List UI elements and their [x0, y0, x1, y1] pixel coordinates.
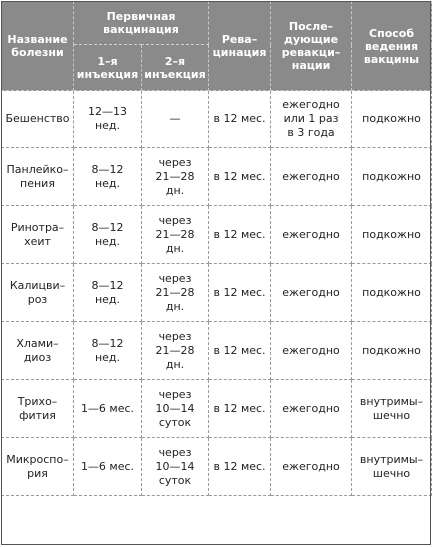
- cell-first-injection: 8—12 нед.: [74, 264, 142, 322]
- cell-second-injection: через 21—28 дн.: [142, 148, 209, 206]
- cell-disease: Микроспо– рия: [2, 438, 74, 496]
- cell-subsequent: ежегодно или 1 раз в 3 года: [271, 91, 352, 148]
- header-first-injection: [74, 45, 142, 91]
- cell-subsequent: ежегодно: [271, 206, 352, 264]
- cell-subsequent: ежегодно: [271, 148, 352, 206]
- table-header: [2, 2, 432, 91]
- header-row-top: [2, 2, 432, 45]
- cell-revaccination: в 12 мес.: [209, 380, 271, 438]
- cell-first-injection: 8—12 нед.: [74, 206, 142, 264]
- table-row: [2, 322, 432, 380]
- cell-revaccination: в 12 мес.: [209, 91, 271, 148]
- cell-subsequent: ежегодно: [271, 264, 352, 322]
- cell-disease: Хлами– диоз: [2, 322, 74, 380]
- cell-disease: Трихо– фития: [2, 380, 74, 438]
- cell-second-injection: через 10—14 суток: [142, 380, 209, 438]
- header-revac-label: Рева– цинация: [212, 33, 267, 59]
- table-row: [2, 91, 432, 148]
- header-administration-method: [352, 2, 432, 91]
- cell-second-injection: через 21—28 дн.: [142, 264, 209, 322]
- table-row: [2, 380, 432, 438]
- cell-first-injection: 1—6 мес.: [74, 438, 142, 496]
- cell-second-injection: через 21—28 дн.: [142, 322, 209, 380]
- cell-revaccination: в 12 мес.: [209, 438, 271, 496]
- table-body: [2, 91, 432, 496]
- cell-first-injection: 8—12 нед.: [74, 322, 142, 380]
- cell-subsequent: ежегодно: [271, 438, 352, 496]
- header-revaccination: [209, 2, 271, 91]
- cell-revaccination: в 12 мес.: [209, 206, 271, 264]
- header-second-injection: [142, 45, 209, 91]
- cell-subsequent: ежегодно: [271, 322, 352, 380]
- table-row: [2, 438, 432, 496]
- cell-method: подкожно: [352, 206, 432, 264]
- cell-revaccination: в 12 мес.: [209, 264, 271, 322]
- cell-disease: Бешенство: [2, 91, 74, 148]
- cell-method: внутримы– шечно: [352, 438, 432, 496]
- header-second-label: 2–я инъекция: [144, 54, 206, 81]
- cell-second-injection: через 21—28 дн.: [142, 206, 209, 264]
- cell-first-injection: 8—12 нед.: [74, 148, 142, 206]
- table-row: [2, 206, 432, 264]
- cell-disease: Ринотра– хеит: [2, 206, 74, 264]
- cell-method: подкожно: [352, 148, 432, 206]
- header-subsequent-label: После– дующие ревакци– нации: [281, 20, 341, 72]
- header-method-label: Способ ведения вакцины: [363, 26, 420, 66]
- header-primary-label: Первичная вакцинация: [103, 10, 179, 36]
- table-row: [2, 148, 432, 206]
- cell-revaccination: в 12 мес.: [209, 148, 271, 206]
- cell-first-injection: 12—13 нед.: [74, 91, 142, 148]
- vaccination-schedule-table: [1, 1, 432, 496]
- cell-second-injection: через 10—14 суток: [142, 438, 209, 496]
- cell-second-injection: —: [142, 91, 209, 148]
- header-first-label: 1–я инъекция: [76, 54, 139, 81]
- cell-revaccination: в 12 мес.: [209, 322, 271, 380]
- vaccination-table-container: [1, 1, 431, 545]
- cell-method: подкожно: [352, 322, 432, 380]
- cell-subsequent: ежегодно: [271, 380, 352, 438]
- header-subsequent-revaccinations: [271, 2, 352, 91]
- cell-disease: Калицви– роз: [2, 264, 74, 322]
- cell-method: подкожно: [352, 91, 432, 148]
- cell-first-injection: 1—6 мес.: [74, 380, 142, 438]
- cell-method: внутримы– шечно: [352, 380, 432, 438]
- cell-disease: Панлейко– пения: [2, 148, 74, 206]
- cell-method: подкожно: [352, 264, 432, 322]
- header-primary-vaccination: [74, 2, 209, 45]
- table-row: [2, 264, 432, 322]
- header-disease-label: Название болезни: [7, 33, 68, 59]
- header-disease: [2, 2, 74, 91]
